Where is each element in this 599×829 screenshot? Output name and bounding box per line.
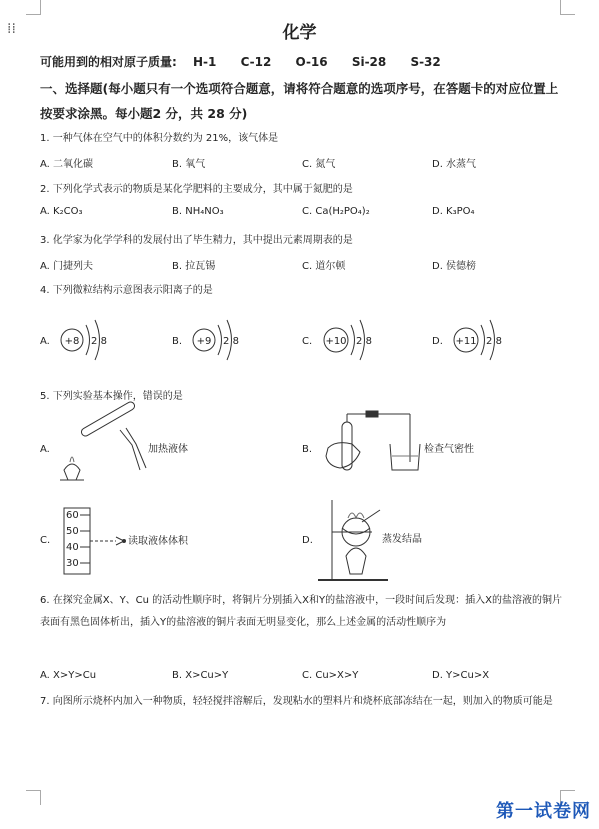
- question-3-stem: 3. 化学家为化学学科的发展付出了毕生精力，其中提出元素周期表的是: [40, 235, 353, 246]
- q2-option-d[interactable]: D. K₃PO₄: [432, 206, 475, 217]
- drag-handle-icon[interactable]: ⁞⁞: [7, 21, 16, 37]
- cylinder-tick-60: 60: [66, 510, 79, 521]
- q1-option-c[interactable]: C. 氮气: [302, 159, 336, 170]
- q4-option-a-atom[interactable]: [40, 320, 107, 360]
- q2-option-c[interactable]: C. Ca(H₂PO₄)₂: [302, 206, 370, 217]
- cylinder-tick-30: 30: [66, 558, 79, 569]
- atomic-mass-h: H-1: [193, 55, 217, 69]
- q1-option-a[interactable]: A. 二氧化碳: [40, 159, 94, 170]
- q5-option-d[interactable]: [302, 500, 422, 580]
- site-watermark: 第一试卷网: [496, 801, 591, 822]
- q5-option-c[interactable]: [40, 508, 189, 574]
- q6-option-d[interactable]: D. Y>Cu>X: [432, 670, 490, 681]
- q5-option-d-caption: 蒸发结晶: [382, 534, 422, 545]
- q6-option-c[interactable]: C. Cu>X>Y: [302, 670, 359, 681]
- q4-option-d-letter: D.: [432, 336, 443, 347]
- q2-option-b[interactable]: B. NH₄NO₃: [172, 206, 224, 217]
- q4-a-shell-electrons: 2 8: [91, 336, 107, 347]
- question-5-stem: 5. 下列实验基本操作，错误的是: [40, 391, 183, 402]
- q4-a-shell-1: [86, 325, 90, 355]
- q4-option-b-atom[interactable]: [172, 320, 239, 360]
- cylinder-tick-40: 40: [66, 542, 79, 553]
- q2-option-a[interactable]: A. K₂CO₃: [40, 206, 83, 217]
- atomic-mass-label: 可能用到的相对原子质量:: [40, 55, 177, 69]
- q4-b-shell-electrons: 2 8: [223, 336, 239, 347]
- graduated-cylinder-icon: [64, 508, 126, 574]
- q1-option-d[interactable]: D. 水蒸气: [432, 159, 477, 170]
- atomic-mass-s: S-32: [410, 55, 441, 69]
- q5-option-a-letter: A.: [40, 444, 50, 455]
- q5-option-b-caption: 检查气密性: [424, 444, 474, 455]
- q4-b-shell-1: [218, 325, 222, 355]
- q5-option-d-letter: D.: [302, 535, 313, 546]
- q4-c-shell-electrons: 2 8: [356, 336, 372, 347]
- q5-option-c-caption: 读取液体体积: [128, 536, 188, 547]
- question-6-stem: 6. 在探究金属X、Y、Cu 的活动性顺序时，将铜片分别插入X和Y的盐溶液中，一段时间后发现：插入X的盐溶液的铜片表面有黑色固体析出，插入Y的盐溶液的铜片表面无明显变化，那么上述金属的活动性顺序为: [40, 595, 562, 628]
- q3-option-b[interactable]: B. 拉瓦锡: [172, 261, 216, 272]
- q4-option-b-letter: B.: [172, 336, 183, 347]
- q5-option-b[interactable]: [302, 411, 474, 470]
- q3-option-d[interactable]: D. 侯德榜: [432, 261, 477, 272]
- q4-d-shell-1: [481, 325, 485, 355]
- atomic-mass-o: O-16: [295, 55, 328, 69]
- q5-option-b-letter: B.: [302, 444, 313, 455]
- q4-option-c-letter: C.: [302, 336, 313, 347]
- q6-option-a[interactable]: A. X>Y>Cu: [40, 670, 97, 681]
- q5-option-a[interactable]: [40, 401, 188, 480]
- q4-option-a-letter: A.: [40, 336, 50, 347]
- q4-d-shell-electrons: 2 8: [486, 336, 502, 347]
- q4-option-c-atom[interactable]: [302, 320, 372, 360]
- q4-c-shell-1: [351, 325, 355, 355]
- evaporation-apparatus-icon: [318, 500, 388, 580]
- q6-option-b[interactable]: B. X>Cu>Y: [172, 670, 229, 681]
- airtightness-apparatus-icon: [326, 411, 420, 470]
- q4-a-nucleus-charge: +8: [64, 336, 80, 347]
- q4-d-nucleus-charge: +11: [455, 336, 477, 347]
- q3-option-c[interactable]: C. 道尔顿: [302, 261, 346, 272]
- atomic-mass-si: Si-28: [351, 55, 387, 69]
- q1-option-b[interactable]: B. 氧气: [172, 159, 206, 170]
- q5-option-c-letter: C.: [40, 535, 51, 546]
- atomic-mass-c: C-12: [240, 55, 272, 69]
- section-heading: 一、选择题(每小题只有一个选项符合题意，请将符合题意的选项序号，在答题卡的对应位置上按要求涂黑。每小题2 分，共 28 分): [40, 81, 559, 121]
- question-1-stem: 1. 一种气体在空气中的体积分数约为 21%，该气体是: [40, 133, 279, 144]
- cylinder-tick-50: 50: [66, 526, 79, 537]
- q3-option-a[interactable]: A. 门捷列夫: [40, 261, 94, 272]
- question-7-stem: 7. 向图所示烧杯内加入一种物质，轻轻搅拌溶解后，发现粘水的塑料片和烧杯底部冻结在一起，则加入的物质可能是: [40, 696, 553, 707]
- question-2-stem: 2. 下列化学式表示的物质是某化学肥料的主要成分，其中属于氮肥的是: [40, 184, 353, 195]
- page-title: 化学: [282, 23, 317, 43]
- q5-option-a-caption: 加热液体: [148, 444, 188, 455]
- heating-test-tube-icon: [60, 401, 146, 480]
- question-4-stem: 4. 下列微粒结构示意图表示阳离子的是: [40, 285, 213, 296]
- q4-c-nucleus-charge: +10: [325, 336, 347, 347]
- q4-option-d-atom[interactable]: [432, 320, 502, 360]
- q4-b-nucleus-charge: +9: [196, 336, 212, 347]
